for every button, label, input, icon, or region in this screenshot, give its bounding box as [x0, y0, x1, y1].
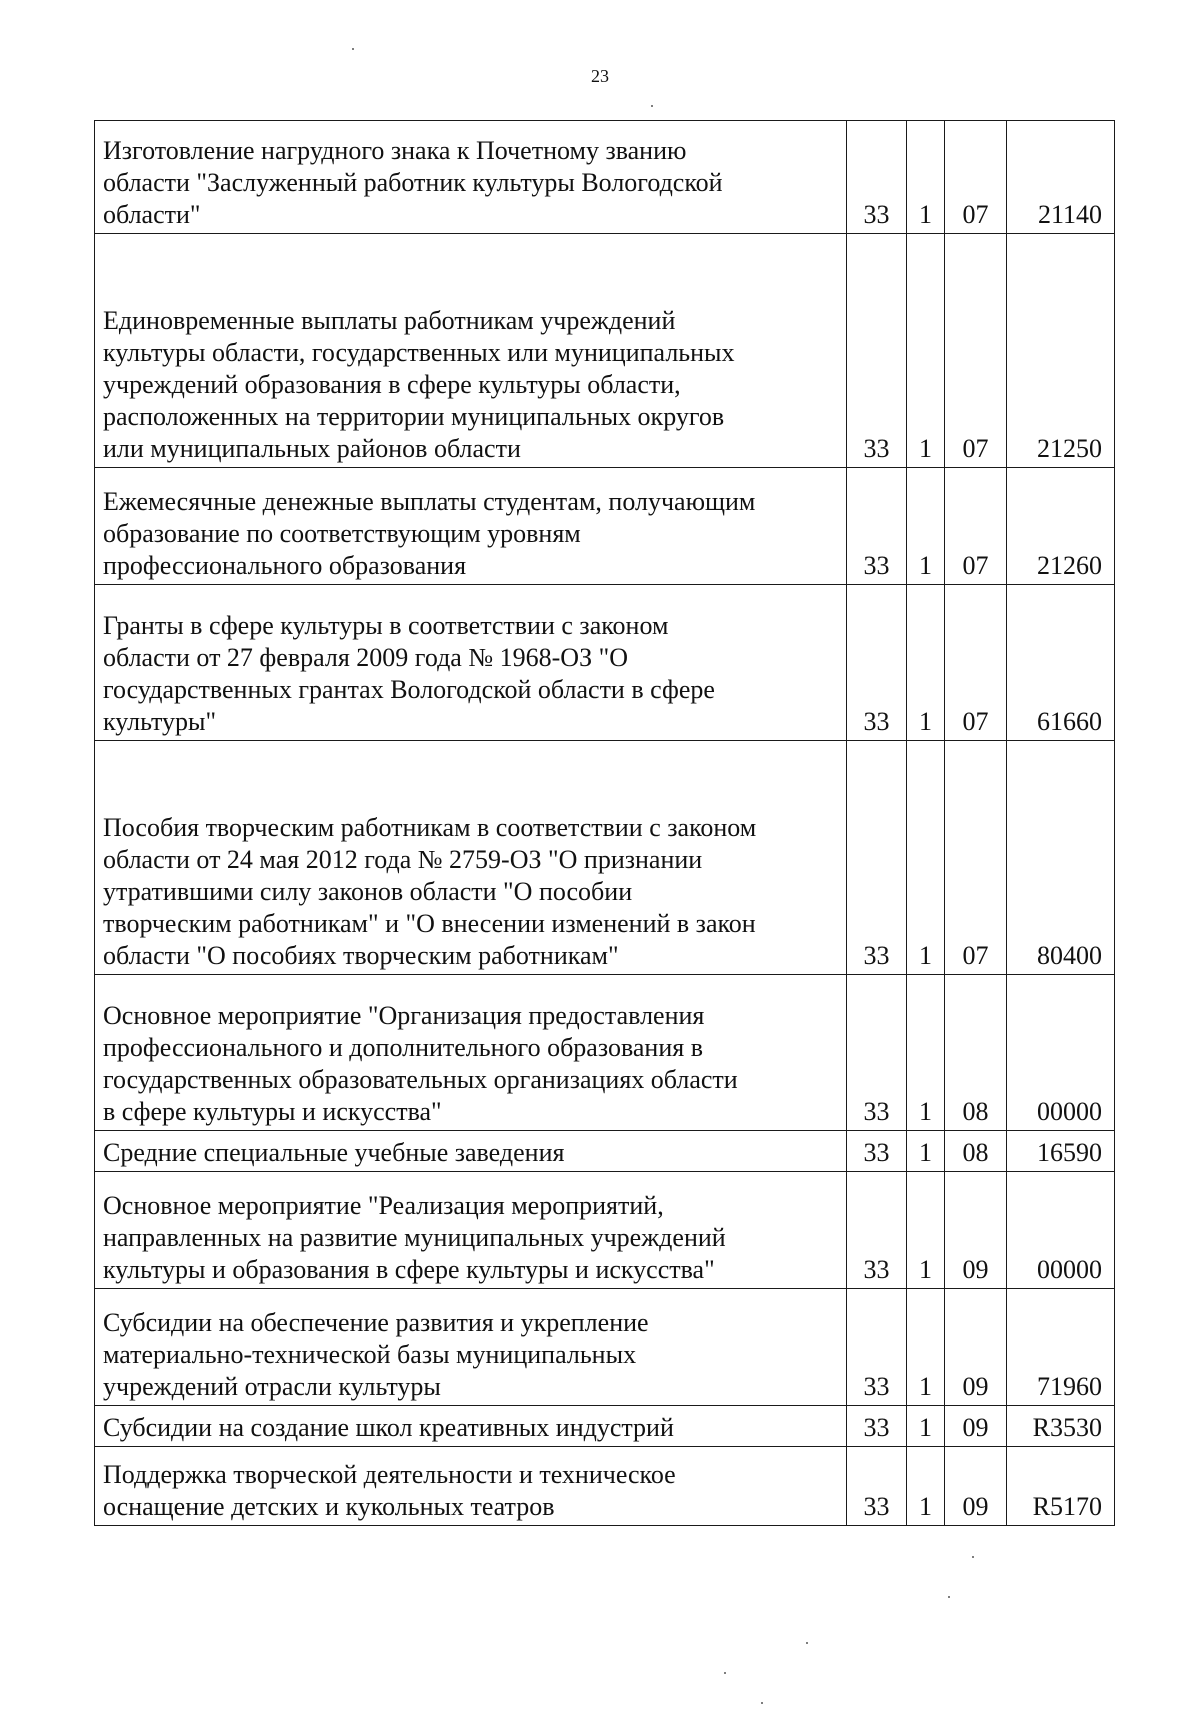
direction-code: 80400 — [1007, 741, 1115, 975]
table-row — [95, 585, 1115, 741]
direction-code: 21260 — [1007, 468, 1115, 585]
table-row — [95, 234, 1115, 468]
program-code: 33 — [847, 975, 907, 1131]
event-code: 09 — [945, 1289, 1007, 1406]
row-name-cell — [95, 121, 847, 234]
scan-speck — [724, 1672, 726, 1674]
event-code: 09 — [945, 1447, 1007, 1526]
row-name: Средние специальные учебные заведения — [103, 1138, 565, 1167]
event-code: 07 — [945, 741, 1007, 975]
subprogram-code: 1 — [907, 741, 945, 975]
row-name-cell — [95, 1289, 847, 1406]
event-code: 08 — [945, 975, 1007, 1131]
event-code: 07 — [945, 468, 1007, 585]
row-name-cell — [95, 1447, 847, 1526]
scan-speck — [651, 105, 653, 107]
program-code: 33 — [847, 1289, 907, 1406]
row-name: Изготовление нагрудного знака к Почетному званию области "Заслуженный работник культуры Вологодской области" — [103, 136, 723, 229]
subprogram-code: 1 — [907, 1447, 945, 1526]
direction-code: 00000 — [1007, 1172, 1115, 1289]
table-row — [95, 1447, 1115, 1526]
subprogram-code: 1 — [907, 121, 945, 234]
direction-code: 16590 — [1007, 1131, 1115, 1172]
direction-code: R5170 — [1007, 1447, 1115, 1526]
table-row — [95, 1131, 1115, 1172]
event-code: 09 — [945, 1172, 1007, 1289]
subprogram-code: 1 — [907, 468, 945, 585]
event-code: 07 — [945, 234, 1007, 468]
program-code: 33 — [847, 1447, 907, 1526]
subprogram-code: 1 — [907, 1289, 945, 1406]
program-code: 33 — [847, 1131, 907, 1172]
program-code: 33 — [847, 121, 907, 234]
event-code: 09 — [945, 1406, 1007, 1447]
row-name: Ежемесячные денежные выплаты студентам, получающим образование по соответствующим уровням профессионального образования — [103, 487, 756, 580]
event-code: 07 — [945, 585, 1007, 741]
row-name-cell — [95, 1406, 847, 1447]
row-name-cell — [95, 234, 847, 468]
row-name: Основное мероприятие "Организация предоставления профессионального и дополнительного образования в государственных образовательных организациях области в сфере культуры и искусства" — [103, 1001, 738, 1126]
table-row — [95, 1172, 1115, 1289]
subprogram-code: 1 — [907, 1172, 945, 1289]
subprogram-code: 1 — [907, 585, 945, 741]
page-number: 23 — [591, 66, 609, 86]
program-code: 33 — [847, 1172, 907, 1289]
row-name-cell — [95, 585, 847, 741]
scan-speck — [761, 1702, 763, 1704]
scan-speck — [948, 1596, 950, 1598]
subprogram-code: 1 — [907, 1406, 945, 1447]
table-row — [95, 1289, 1115, 1406]
table-row — [95, 1406, 1115, 1447]
row-name-cell — [95, 975, 847, 1131]
scan-speck — [352, 48, 354, 50]
table-row — [95, 975, 1115, 1131]
direction-code: 00000 — [1007, 975, 1115, 1131]
program-code: 33 — [847, 585, 907, 741]
subprogram-code: 1 — [907, 234, 945, 468]
direction-code: 21140 — [1007, 121, 1115, 234]
row-name-cell — [95, 468, 847, 585]
row-name: Пособия творческим работникам в соответствии с законом области от 24 мая 2012 года № 2759-ОЗ "О признании утратившими силу законов области "О пособии творческим работникам" и "О внесении изменений в закон области "О пособиях творческим работникам" — [103, 813, 757, 970]
row-name-cell — [95, 741, 847, 975]
row-name: Субсидии на создание школ креативных индустрий — [103, 1413, 674, 1442]
program-code: 33 — [847, 234, 907, 468]
direction-code: R3530 — [1007, 1406, 1115, 1447]
row-name: Единовременные выплаты работникам учреждений культуры области, государственных или муниципальных учреждений образования в сфере культуры области, расположенных на территории муниципальных округов или муниципальных районов области — [103, 306, 735, 463]
direction-code: 61660 — [1007, 585, 1115, 741]
direction-code: 71960 — [1007, 1289, 1115, 1406]
budget-classification-table — [94, 120, 1115, 1526]
row-name: Основное мероприятие "Реализация мероприятий, направленных на развитие муниципальных учреждений культуры и образования в сфере культуры и искусства" — [103, 1191, 726, 1284]
direction-code: 21250 — [1007, 234, 1115, 468]
subprogram-code: 1 — [907, 975, 945, 1131]
program-code: 33 — [847, 741, 907, 975]
program-code: 33 — [847, 468, 907, 585]
row-name: Субсидии на обеспечение развития и укрепление материально-технической базы муниципальных учреждений отрасли культуры — [103, 1308, 649, 1401]
scan-speck — [806, 1642, 808, 1644]
table-row — [95, 121, 1115, 234]
scan-speck — [972, 1556, 974, 1558]
subprogram-code: 1 — [907, 1131, 945, 1172]
event-code: 08 — [945, 1131, 1007, 1172]
row-name-cell — [95, 1172, 847, 1289]
event-code: 07 — [945, 121, 1007, 234]
program-code: 33 — [847, 1406, 907, 1447]
row-name-cell — [95, 1131, 847, 1172]
row-name: Гранты в сфере культуры в соответствии с законом области от 27 февраля 2009 года № 1968-ОЗ "О государственных грантах Вологодской области в сфере культуры" — [103, 611, 715, 736]
table-row — [95, 741, 1115, 975]
row-name: Поддержка творческой деятельности и техническое оснащение детских и кукольных театров — [103, 1460, 676, 1521]
table-row — [95, 468, 1115, 585]
